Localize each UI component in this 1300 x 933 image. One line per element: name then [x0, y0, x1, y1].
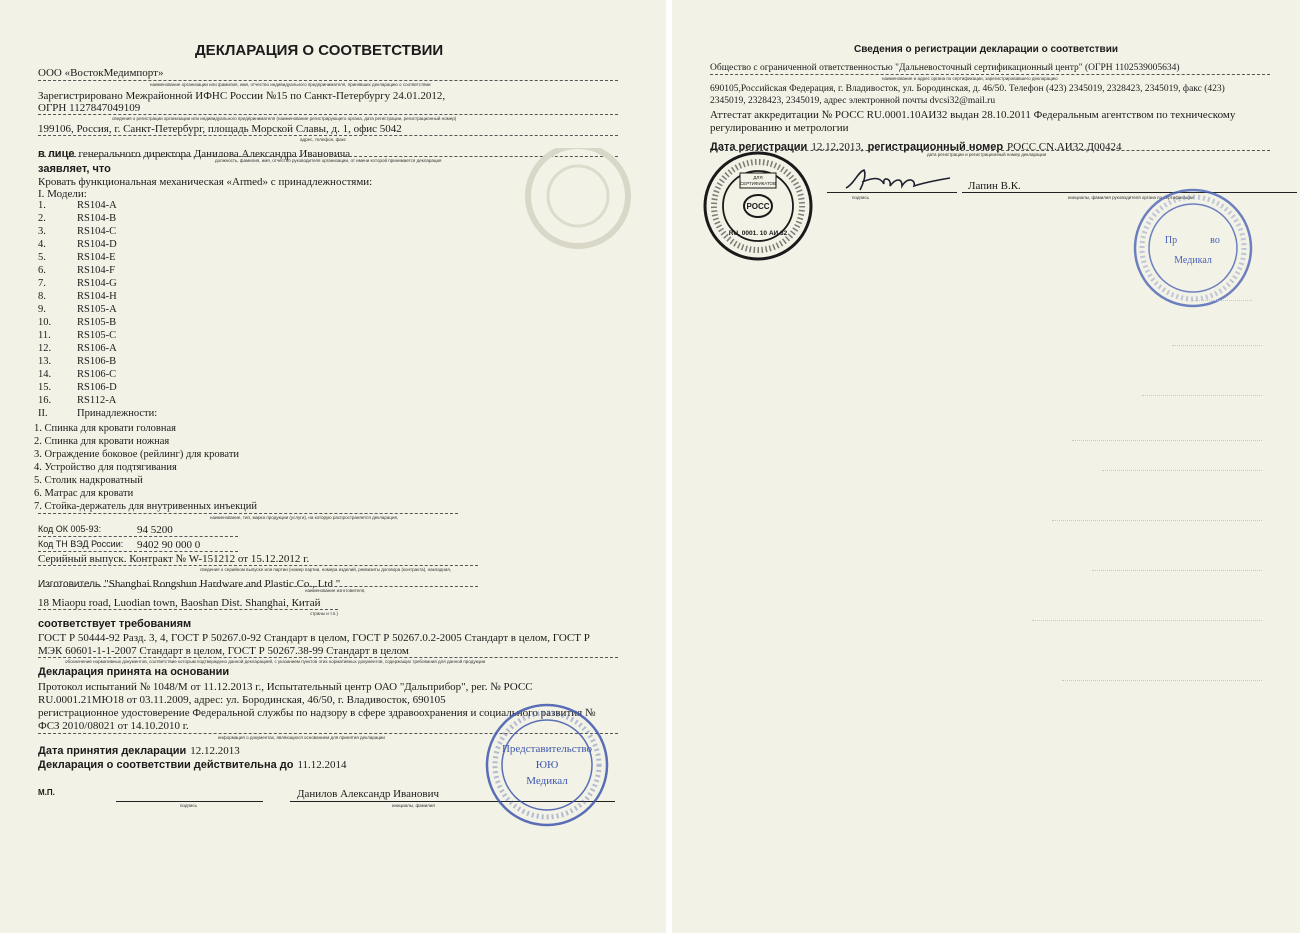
- accessories-header: Принадлежности:: [77, 408, 158, 419]
- cert-body-address-2: 2345019, 2328423, 2345019, адрес электронной почты dvcsi32@mail.ru: [710, 96, 996, 106]
- manufacturer-name: "Shanghai Rongshun Hardware and Plastic Co., Ltd ": [104, 578, 341, 590]
- company-stamp: [482, 700, 612, 830]
- model-code: RS104-G: [77, 278, 117, 289]
- caption-serial: сведения о серийном выпуске или партии (номер партии, номера изделий, реквизиты договора (контракта), накладная,: [200, 567, 452, 572]
- basis-line-3: регистрационное удостоверение Федеральной службы по надзору в сфере здравоохранения и социального развития №: [38, 707, 596, 719]
- caption-registration-number: дата регистрации и регистрационный номер декларации: [927, 152, 1047, 157]
- stamp-text-1: Представительство: [501, 743, 593, 755]
- bleed-through-mark: [1062, 680, 1262, 681]
- caption-manufacturer-address: страны и т.п.): [310, 611, 339, 616]
- serial-info: Серийный выпуск. Контракт № W-151212 от 15.12.2012 г.: [38, 553, 310, 565]
- person-name: генерального директора Данилова Александра Ивановича: [78, 148, 351, 160]
- registration-number-label: регистрационный номер: [867, 141, 1004, 153]
- model-code: RS106-A: [77, 343, 117, 354]
- date-label: Дата принятия декларации: [38, 745, 187, 757]
- caption-standards: обозначение нормативных документов, соответствие которым подтверждено данной декларацией, с указанием пунктов этих нормативных документов, содержащих требования для данной продукции: [65, 659, 486, 664]
- stamp-text-3: Медикал: [526, 775, 568, 787]
- model-code: RS104-A: [77, 200, 117, 211]
- bleed-through-mark: [1172, 345, 1262, 346]
- caption-signature: подпись: [852, 195, 870, 200]
- model-number: 12.: [38, 343, 52, 354]
- accreditation-line-2: регулированию и метрологии: [710, 122, 849, 134]
- registration-number: РОСС CN.АИ32.Д00424: [1007, 141, 1122, 153]
- signer-name: Лапин В.К.: [968, 180, 1021, 192]
- model-code: RS105-A: [77, 304, 117, 315]
- tnved-line: [38, 551, 238, 552]
- basis-line-1: Протокол испытаний № 1048/М от 11.12.2013 г., Испытательный центр ОАО "Дальприбор", рег. № РОСС: [38, 681, 533, 693]
- signature-line: [116, 801, 263, 802]
- model-code: RS104-F: [77, 265, 115, 276]
- accreditation-line-1: Аттестат аккредитации № РОСС RU.0001.10АИ32 выдан 28.10.2011 Федеральным агентством по техническому: [710, 109, 1236, 121]
- accessories-number: II.: [38, 408, 48, 419]
- model-code: RS106-D: [77, 382, 117, 393]
- model-number: 2.: [38, 213, 46, 224]
- model-code: RS104-D: [77, 239, 117, 250]
- valid-value: 11.12.2014: [297, 759, 347, 771]
- basis-line-2: RU.0001.21МЮ18 от 03.11.2009, адрес: ул. Бородинская, 46/50, г. Владивосток, 690105: [38, 694, 446, 706]
- caption-manufacturer: наименование изготовителя,: [305, 588, 366, 593]
- basis-line-4: ФСЗ 2010/08021 от 14.10.2010 г.: [38, 720, 189, 732]
- cert-body-line: [710, 74, 1270, 75]
- model-code: RS104-B: [77, 213, 117, 224]
- caption-applicant: наименование организации или фамилия, имя, отчество индивидуального предпринимателя, принявших декларацию о соответствии: [150, 82, 431, 87]
- manufacturer-line: [38, 586, 478, 587]
- registration-line-2: ОГРН 1127847049109: [38, 102, 141, 114]
- caption-product: наименование, тип, марка продукции (услуги), на которую распространяется декларация,: [210, 515, 399, 520]
- cert-body-name: Общество с ограниченной ответственностью "Дальневосточный сертификационный центр" (ОГРН 1102539005634): [710, 63, 1180, 73]
- registration-date-label: Дата регистрации: [710, 141, 808, 153]
- registration-date: 12.12.2013,: [811, 141, 864, 153]
- address-line: [38, 135, 618, 136]
- model-number: 14.: [38, 369, 52, 380]
- models-header: I. Модели:: [38, 188, 87, 200]
- list-item: 2. Спинка для кровати ножная: [34, 436, 170, 447]
- bleed-through-mark: [1032, 620, 1262, 621]
- stamp-center-text: РОСС: [746, 202, 770, 211]
- caption-cert-body: наименование и адрес органа по сертификации, зарегистрировавшего декларацию: [882, 76, 1058, 81]
- tnved-label: Код ТН ВЭД России:: [38, 539, 124, 549]
- caption-address: адрес, телефон, факс: [300, 137, 347, 142]
- date-value: 12.12.2013: [190, 745, 240, 757]
- applicant-address: 199106, Россия, г. Санкт-Петербург, площадь Морской Славы, д. 1, офис 5042: [38, 123, 402, 135]
- stamp-text-2: во: [1210, 235, 1220, 246]
- caption-initials: инициалы, фамилия: [392, 803, 435, 808]
- caption-signature: подпись: [180, 803, 198, 808]
- declaration-title: ДЕКЛАРАЦИЯ О СООТВЕТСТВИИ: [195, 42, 444, 59]
- model-code: RS104-C: [77, 226, 117, 237]
- model-number: 9.: [38, 304, 46, 315]
- bleed-through-mark: [1102, 470, 1262, 471]
- okp-value: 94 5200: [137, 524, 173, 536]
- caption-person: должность, фамилия, имя, отчество руководителя организации, от имени которой принимается декларация: [215, 158, 442, 163]
- bleed-through-mark: [1192, 300, 1252, 301]
- manufacturer-row: [38, 574, 340, 592]
- manufacturer-label: Изготовитель: [38, 579, 101, 590]
- bleed-through-mark: [1142, 395, 1262, 396]
- model-number: 16.: [38, 395, 52, 406]
- model-number: 11.: [38, 330, 51, 341]
- tnved-value: 9402 90 000 0: [137, 539, 201, 551]
- model-number: 3.: [38, 226, 46, 237]
- list-item: 6. Матрас для кровати: [34, 488, 134, 499]
- caption-registration: сведения о регистрации организации или индивидуального предпринимателя (наименование регистрирующего органа, дата регистрации, регистрационный номер): [112, 116, 457, 121]
- stamp-text-2: ЮЮ: [535, 759, 559, 771]
- cert-body-address-1: 690105,Российская Федерация, г. Владивосток, ул. Бородинская, д. 46/50. Телефон (423) 2345019, 2328423, 2345019, факс (423): [710, 84, 1225, 94]
- bleed-through-mark: [1072, 440, 1262, 441]
- manufacturer-address-line: [38, 609, 338, 610]
- product-line: [38, 513, 458, 514]
- standards-line-2: МЭК 60601-1-1-2007 Стандарт в целом, ГОСТ Р 50267.38-99 Стандарт в целом: [38, 645, 409, 657]
- seal-place-label: М.П.: [38, 788, 55, 797]
- registration-line-1: Зарегистрировано Межрайонной ИФНС России №15 по Санкт-Петербургу 24.01.2012,: [38, 90, 446, 102]
- company-stamp: [1127, 185, 1263, 311]
- valid-label: Декларация о соответствии действительна до: [38, 759, 294, 771]
- model-number: 1.: [38, 200, 46, 211]
- list-item: 5. Столик надкроватный: [34, 475, 143, 486]
- list-item: 4. Устройство для подтягивания: [34, 462, 177, 473]
- model-code: RS104-H: [77, 291, 117, 302]
- model-number: 7.: [38, 278, 46, 289]
- applicant-name: ООО «ВостокМедимпорт»: [38, 67, 164, 79]
- applicant-line: [38, 80, 618, 81]
- valid-row: [38, 755, 347, 773]
- registration-title: Сведения о регистрации декларации о соответствии: [854, 44, 1118, 55]
- handwritten-signature: [840, 166, 952, 194]
- model-number: 13.: [38, 356, 52, 367]
- product-name: Кровать функциональная механическая «Armed» с принадлежностями:: [38, 176, 373, 188]
- signer-name: Данилов Александр Иванович: [297, 788, 439, 800]
- model-number: 10.: [38, 317, 52, 328]
- stamp-code-text: RU. 0001. 10 АИ 32: [728, 230, 788, 237]
- model-number: 15.: [38, 382, 52, 393]
- list-item: 1. Спинка для кровати головная: [34, 423, 176, 434]
- registration-line: [38, 114, 618, 115]
- model-number: 4.: [38, 239, 46, 250]
- model-number: 5.: [38, 252, 46, 263]
- stamp-text-1: Пр: [1164, 235, 1178, 246]
- basis-label: Декларация принята на основании: [38, 666, 230, 678]
- serial-line: [38, 565, 478, 566]
- model-number: 6.: [38, 265, 46, 276]
- model-code: RS112-A: [77, 395, 117, 406]
- model-number: 8.: [38, 291, 46, 302]
- okp-label: Код ОК 005-93:: [38, 524, 102, 534]
- manufacturer-address: 18 Miaopu road, Luodian town, Baoshan Dist. Shanghai, Китай: [38, 597, 321, 609]
- stamp-box-text-1: ДЛЯ: [753, 175, 763, 180]
- model-code: RS105-C: [77, 330, 117, 341]
- stamp-text-3: Медикал: [1174, 255, 1212, 266]
- model-code: RS106-C: [77, 369, 117, 380]
- registration-page: [672, 0, 1300, 933]
- model-code: RS105-B: [77, 317, 117, 328]
- caption-initials: инициалы, фамилия руководителя органа по сертификации: [1068, 195, 1194, 200]
- bleed-through-mark: [1052, 520, 1262, 521]
- standards-line: [38, 657, 618, 658]
- faint-seal-mark: [508, 148, 638, 252]
- standards-line-1: ГОСТ Р 50444-92 Разд. 3, 4, ГОСТ Р 50267.0-92 Стандарт в целом, ГОСТ Р 50267.0.2-2005 Стандарт в целом, ГОСТ Р: [38, 632, 590, 644]
- stamp-box-text-2: СЕРТИФИКАТОВ: [739, 181, 777, 186]
- bleed-through-mark: [1092, 570, 1262, 571]
- caption-basis: информация о документах, являющихся основанием для принятия декларации: [218, 735, 385, 740]
- declares-label: заявляет, что: [38, 163, 111, 175]
- person-prefix: в лице: [38, 148, 75, 160]
- model-code: RS104-E: [77, 252, 116, 263]
- list-item: 7. Стойка-держатель для внутривенных инъекций: [34, 501, 258, 512]
- model-code: RS106-B: [77, 356, 117, 367]
- list-item: 3. Ограждение боковое (рейлинг) для кровати: [34, 449, 240, 460]
- okp-line: [38, 536, 238, 537]
- certification-stamp: [702, 148, 814, 266]
- conforms-label: соответствует требованиям: [38, 618, 192, 630]
